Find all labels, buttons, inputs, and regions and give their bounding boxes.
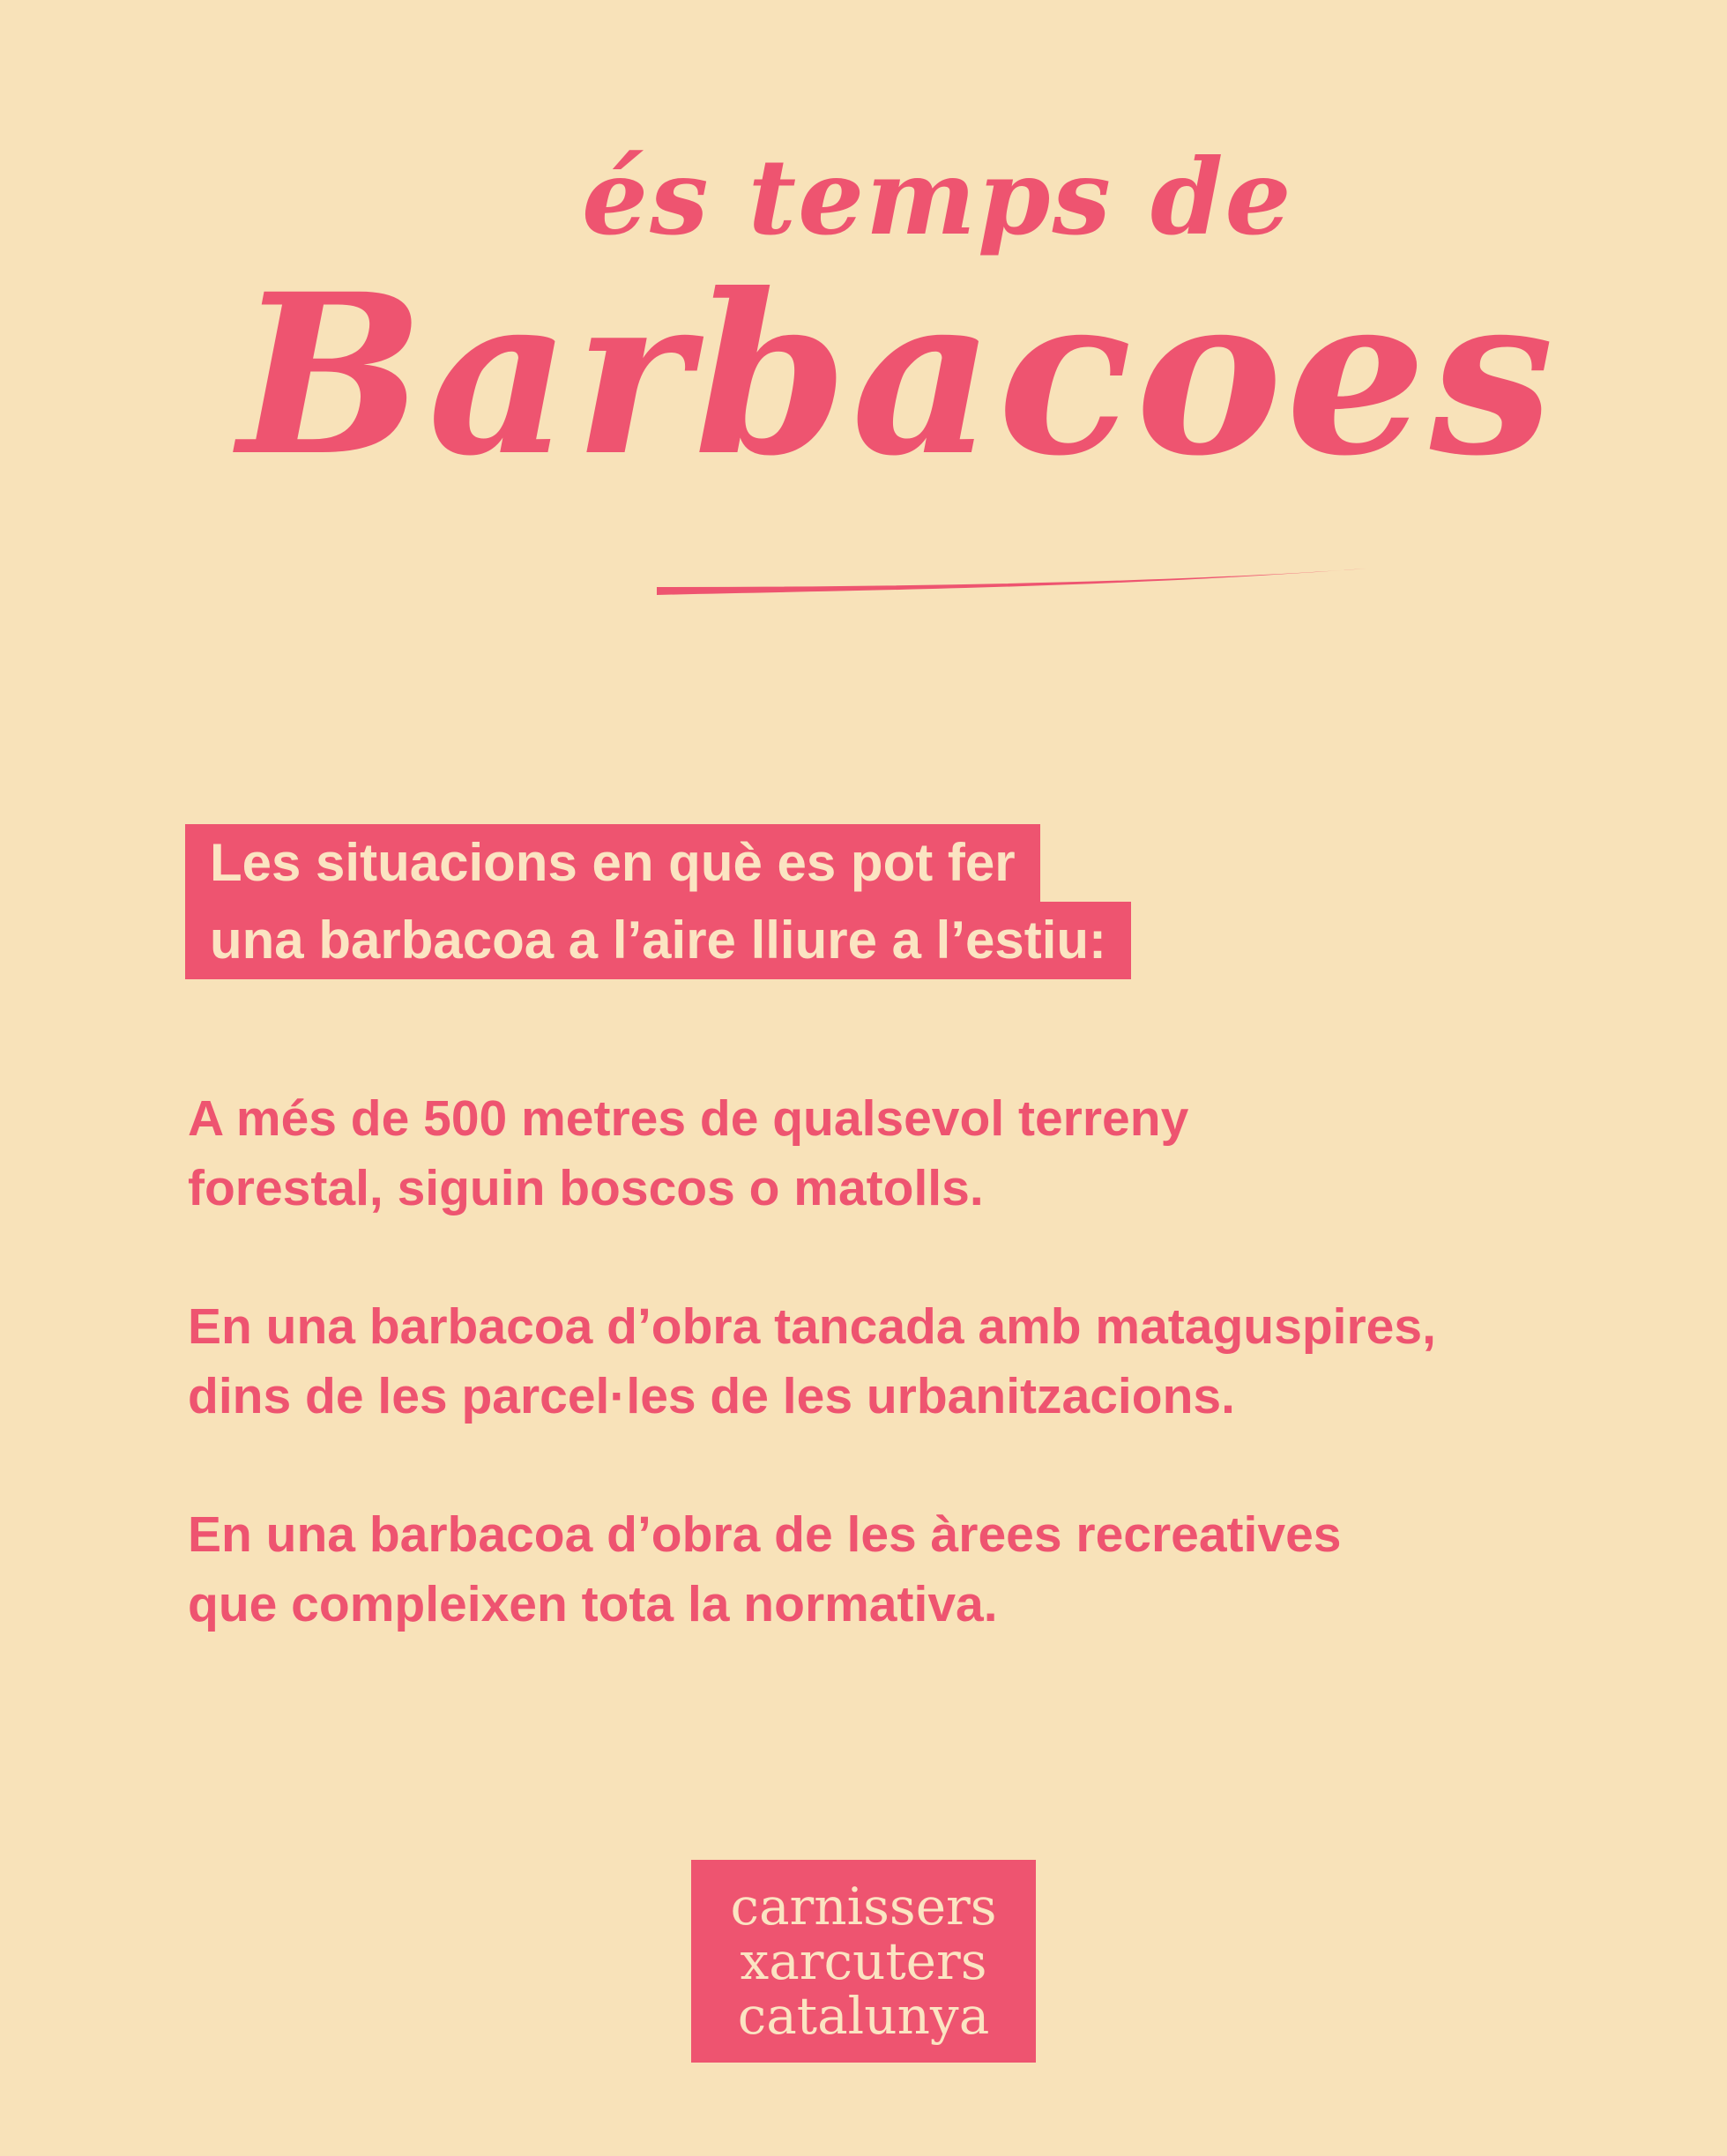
list-item [188, 1292, 1598, 1431]
intro-line-2: una barbacoa a l’aire lliure a l’estiu: [185, 902, 1131, 979]
list-item [188, 1084, 1598, 1223]
list-item-line-1: En una barbacoa d’obra tancada amb mataguspires, [188, 1298, 1436, 1355]
headline-underline-swash [652, 555, 1375, 608]
list-item [188, 1500, 1598, 1639]
intro-heading [185, 824, 1131, 979]
list-item-line-2: forestal, siguin boscos o matolls. [188, 1160, 984, 1216]
logo-line-2: xarcuters [740, 1931, 987, 1991]
list-item-line-1: En una barbacoa d’obra de les àrees recreatives [188, 1506, 1342, 1563]
logo-line-3: catalunya [737, 1986, 990, 2046]
intro-line-1: Les situacions en què es pot fer [185, 824, 1040, 902]
headline-small: és temps de [582, 136, 1293, 258]
situations-list [188, 1084, 1598, 1708]
headline-large: Barbacoes [238, 245, 1558, 504]
list-item-line-2: que compleixen tota la normativa. [188, 1576, 998, 1632]
logo-line-1: carnissers [730, 1877, 997, 1937]
brand-logo [691, 1860, 1036, 2063]
list-item-line-1: A més de 500 metres de qualsevol terreny [188, 1090, 1189, 1147]
list-item-line-2: dins de les parcel·les de les urbanitzacions. [188, 1368, 1235, 1424]
headline [0, 0, 1727, 670]
